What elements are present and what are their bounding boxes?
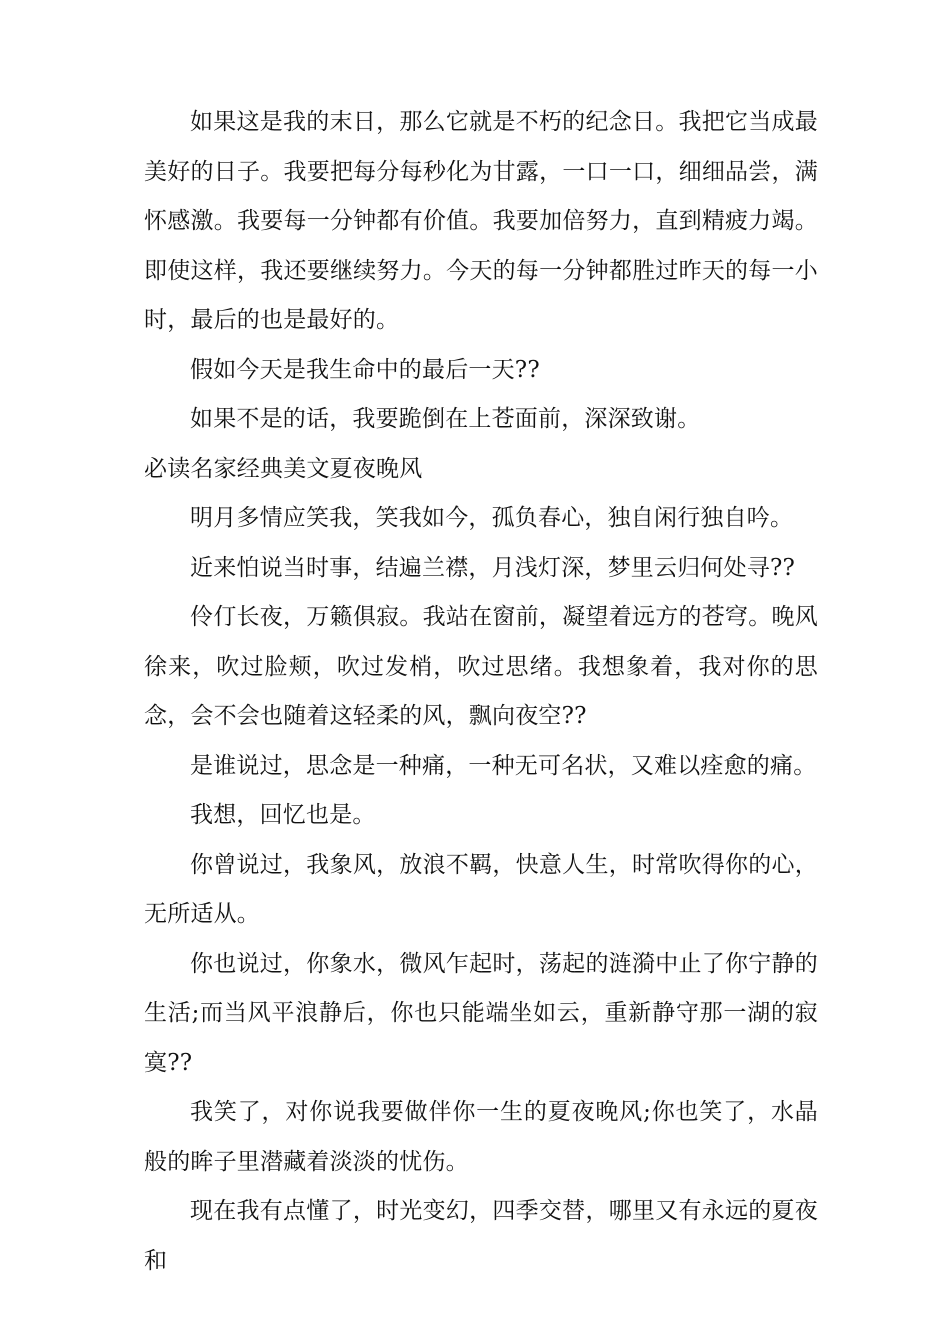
paragraph: 如果这是我的末日，那么它就是不朽的纪念日。我把它当成最美好的日子。我要把每分每秒化为甘露，一口一口，细细品尝，满怀感激。我要每一分钟都有价值。我要加倍努力，直到精疲力竭。即使这样，我还要继续努力。今天的每一分钟都胜过昨天的每一小时，最后的也是最好的。 xyxy=(144,109,818,333)
paragraph: 你曾说过，我象风，放浪不羁，快意人生，时常吹得你的心，无所适从。 xyxy=(144,851,818,927)
paragraph: 近来怕说当时事，结遍兰襟，月浅灯深，梦里云归何处寻?? xyxy=(190,554,796,581)
document-page xyxy=(144,0,818,1286)
paragraph: 明月多情应笑我，笑我如今，孤负春心，独自闲行独自吟。 xyxy=(190,505,794,531)
paragraph: 现在我有点懂了，时光变幻，四季交替，哪里又有永远的夏夜和 xyxy=(144,1198,818,1274)
section-title: 必读名家经典美文夏夜晚风 xyxy=(144,455,423,482)
paragraph: 如果不是的话，我要跪倒在上苍面前，深深致谢。 xyxy=(190,406,701,432)
paragraph: 是谁说过，思念是一种痛，一种无可名状，又难以痊愈的痛。 xyxy=(190,752,817,779)
paragraph: 我想，回忆也是。 xyxy=(190,802,376,828)
paragraph: 假如今天是我生命中的最后一天?? xyxy=(190,356,540,383)
paragraph: 你也说过，你象水，微风乍起时，荡起的涟漪中止了你宁静的生活;而当风平浪静后，你也只能端坐如云，重新静守那一湖的寂寞?? xyxy=(144,950,818,1076)
paragraph: 我笑了，对你说我要做伴你一生的夏夜晚风;你也笑了，水晶般的眸子里潜藏着淡淡的忧伤。 xyxy=(144,1099,818,1175)
paragraph: 伶仃长夜，万籁俱寂。我站在窗前，凝望着远方的苍穹。晚风徐来，吹过脸颊，吹过发梢，吹过思绪。我想象着，我对你的思念，会不会也随着这轻柔的风，飘向夜空?? xyxy=(144,604,818,729)
